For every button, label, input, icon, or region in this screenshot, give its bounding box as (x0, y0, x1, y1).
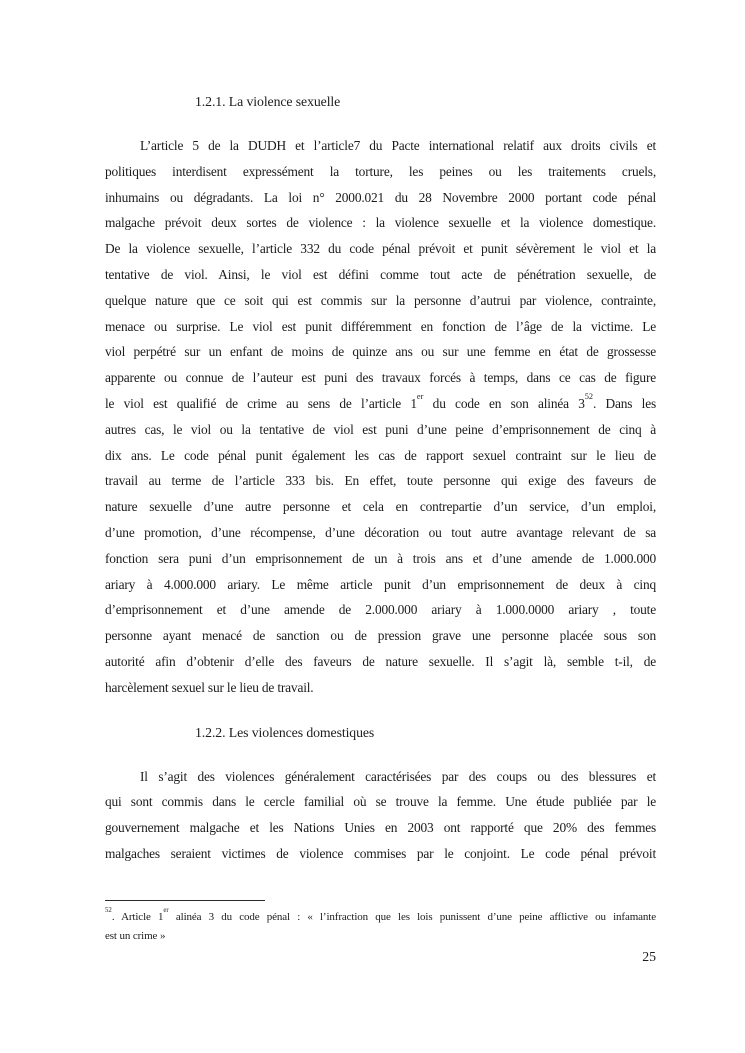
text-run: autorité afin d’obtenir d’elle des faveurs de nature sexuelle. Il s’agit là, semble t-il, de (105, 653, 656, 669)
text-run: apparente ou connue de l’auteur est puni des travaux forcés à temps, dans ce cas de figure (105, 370, 656, 386)
text-line (105, 314, 656, 340)
text-run: harcèlement sexuel sur le lieu de travail. (105, 679, 314, 695)
page-number: 25 (642, 949, 656, 964)
text-run: d’une promotion, d’une récompense, d’une décoration ou tout autre avantage relevant de sa (105, 524, 656, 540)
text-line (105, 262, 656, 288)
text-run: d’emprisonnement et d’une amende de 2.000.000 ariary à 1.000.0000 ariary , toute (105, 602, 656, 618)
text-line (105, 288, 656, 314)
text-run: De la violence sexuelle, l’article 332 du code pénal prévoit et punit sévèrement le viol et la (105, 241, 656, 257)
text-run: inhumains ou dégradants. La loi n° 2000.021 du 28 Novembre 2000 portant code pénal (105, 189, 656, 205)
text-line (105, 494, 656, 520)
text-run: . Dans les (593, 395, 656, 411)
superscript-reference: er (416, 392, 424, 402)
text-run: dix ans. Le code pénal punit également les cas de rapport sexuel contraint sur le lieu de (105, 447, 656, 463)
text-line (105, 572, 656, 598)
text-run: viol perpétré sur un enfant de moins de quinze ans ou sur une femme en état de grossesse (105, 344, 656, 360)
text-line (105, 443, 656, 469)
text-line (105, 468, 656, 494)
text-run: politiques interdisent expressément la torture, les peines ou les traitements cruels, (105, 163, 656, 179)
text-line (105, 339, 656, 365)
text-run: est un crime » (105, 930, 166, 942)
text-line (105, 764, 656, 790)
text-run: qui sont commis dans le cercle familial où se trouve la femme. Une étude publiée par le (105, 794, 656, 810)
paragraph-violence-sexuelle (105, 133, 656, 701)
text-line (105, 159, 656, 185)
text-run: du code en son alinéa 3 (423, 395, 585, 411)
text-line (105, 185, 656, 211)
text-line (105, 546, 656, 572)
text-line (105, 908, 656, 927)
text-run: nature sexuelle d’une autre personne et cela en contrepartie d’un service, d’un emploi, (105, 499, 656, 515)
text-run: le viol est qualifié de crime au sens de l’article 1 (105, 395, 417, 411)
text-run: tentative de viol. Ainsi, le viol est défini comme tout acte de pénétration sexuelle, de (105, 266, 656, 282)
text-line (105, 789, 656, 815)
footnote-separator-line (105, 900, 265, 901)
text-line (105, 236, 656, 262)
text-run: autres cas, le viol ou la tentative de viol est puni d’une peine d’emprisonnement de cinq à (105, 421, 656, 437)
text-run: quelque nature que ce soit qui est commis sur la personne d’autrui par violence, contrainte, (105, 292, 656, 308)
text-line (105, 675, 656, 701)
text-run: malgaches seraient victimes de violence commises par le conjoint. Le code pénal prévoit (105, 845, 656, 861)
text-run: personne ayant menacé de sanction ou de pression grave une personne placée sous son (105, 628, 656, 644)
text-run: . Article 1 (111, 911, 164, 923)
text-line (105, 623, 656, 649)
text-line (105, 815, 656, 841)
text-line (105, 927, 656, 946)
superscript-reference: 52 (584, 392, 594, 402)
text-line (105, 649, 656, 675)
text-run: malgache prévoit deux sortes de violence : la violence sexuelle et la violence domestique. (105, 215, 656, 231)
section-heading-violence-sexuelle: 1.2.1. La violence sexuelle (195, 94, 341, 109)
text-run: L’article 5 de la DUDH et l’article7 du Pacte international relatif aux droits civils et (140, 138, 656, 153)
text-line (105, 520, 656, 546)
text-line (105, 210, 656, 236)
text-run: Il s’agit des violences généralement caractérisées par des coups ou des blessures et (140, 768, 656, 784)
superscript-reference: er (163, 907, 169, 915)
text-run: gouvernement malgache et les Nations Unies en 2003 ont rapporté que 20% des femmes (105, 820, 656, 836)
text-line (105, 841, 656, 867)
page-footer (105, 900, 656, 965)
text-line (105, 417, 656, 443)
footnote-52 (105, 908, 656, 946)
text-line (105, 365, 656, 391)
superscript-reference: 52 (105, 907, 112, 915)
text-line (105, 391, 656, 417)
text-run: ariary à 4.000.000 ariary. Le même article punit d’un emprisonnement de deux à cinq (105, 576, 656, 592)
section-heading-violences-domestiques: 1.2.2. Les violences domestiques (195, 724, 375, 740)
paragraph-violences-domestiques (105, 764, 656, 867)
text-run: travail au terme de l’article 333 bis. En effet, toute personne qui exige des faveurs de (105, 473, 656, 489)
text-line (105, 597, 656, 623)
text-run: menace ou surprise. Le viol est punit différemment en fonction de l’âge de la victime. Le (105, 318, 656, 334)
text-run: alinéa 3 du code pénal : « l’infraction que les lois punissent d’une peine afflictive ou infamante (168, 911, 656, 923)
text-run: fonction sera puni d’un emprisonnement de un à trois ans et d’une amende de 1.000.000 (105, 550, 656, 566)
text-line (105, 133, 656, 159)
